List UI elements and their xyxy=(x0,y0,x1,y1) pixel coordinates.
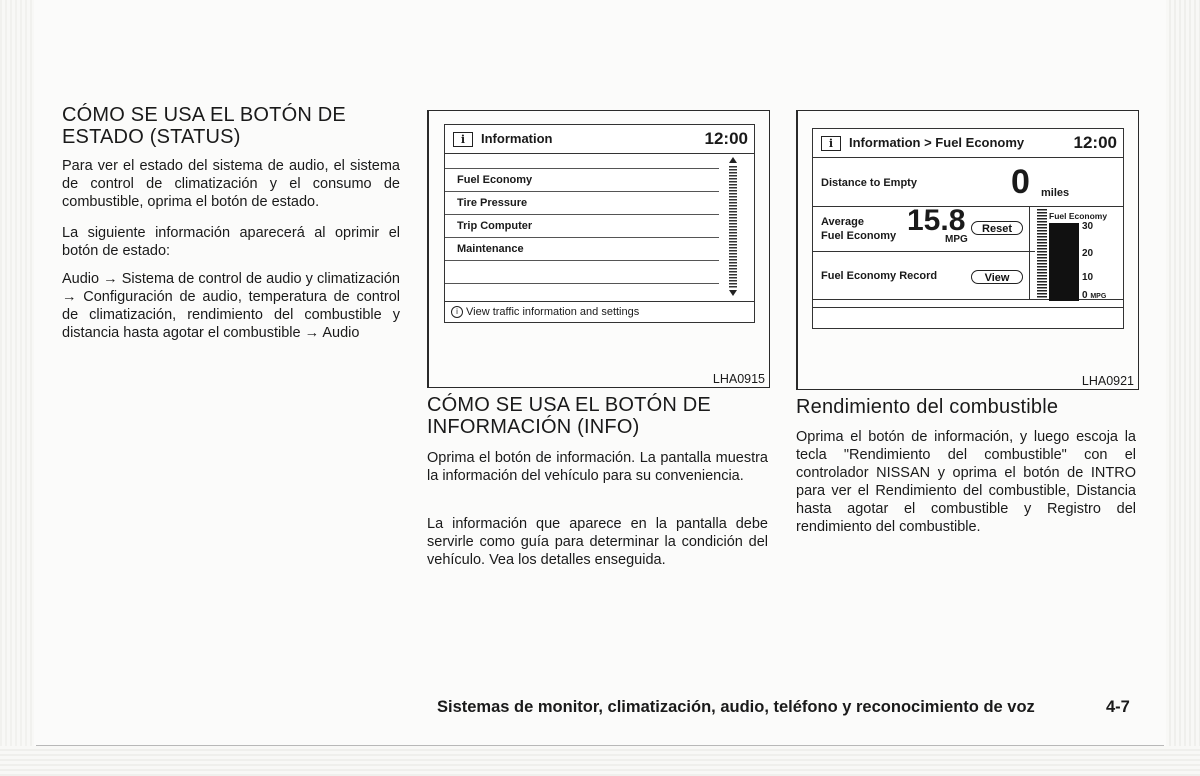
average-label xyxy=(821,215,896,243)
average-unit: MPG xyxy=(945,234,968,245)
screen-header xyxy=(813,129,1123,158)
divider xyxy=(813,251,1035,252)
gauge-scale xyxy=(1037,209,1047,299)
info-icon: i xyxy=(453,132,473,147)
average-value: 15.8 xyxy=(907,204,966,237)
status-para-2: La siguiente información aparecerá al oprimir el botón de estado: xyxy=(62,225,400,259)
fuel-screen xyxy=(812,128,1124,329)
screen-title: Information xyxy=(481,131,553,146)
menu-item-trip-computer[interactable]: Trip Computer xyxy=(445,215,719,238)
fuel-economy-graph xyxy=(1049,209,1119,301)
figure-fuel-economy xyxy=(796,110,1139,390)
screen-title: Information > Fuel Economy xyxy=(849,135,1025,150)
scrollbar[interactable] xyxy=(727,157,739,299)
figure-code: LHA0921 xyxy=(1081,374,1134,388)
scroll-track[interactable] xyxy=(729,166,737,288)
menu-item-fuel-economy[interactable]: Fuel Economy xyxy=(445,169,719,192)
status-heading-line1: CÓMO SE USA EL BOTÓN DE xyxy=(62,104,346,126)
graph-tick-30: 30 xyxy=(1082,221,1094,232)
info-heading-line2: INFORMACIÓN (INFO) xyxy=(427,416,640,438)
fuel-para-1: Oprima el botón de información, y luego escoja la tecla "Rendimiento del combustible" con el controlador NISSAN y oprima el botón de INTRO para ver el Rendimiento del combustible, Distancia hasta agotar el combustible y Registro del rendimiento del combustible. xyxy=(796,429,1136,535)
menu-item-tire-pressure[interactable]: Tire Pressure xyxy=(445,192,719,215)
fuel-heading: Rendimiento del combustible xyxy=(796,396,1059,418)
info-para-2: La información que aparece en la pantalla debe servirle como guía para determinar la condición del vehículo. Vea los detalles enseguida. xyxy=(427,516,768,568)
record-label: Fuel Economy Record xyxy=(821,270,938,282)
info-circle-icon: i xyxy=(451,306,463,318)
graph-tick-10: 10 xyxy=(1082,272,1094,283)
clock: 12:00 xyxy=(704,129,748,148)
divider xyxy=(1029,206,1030,299)
divider xyxy=(813,307,1123,308)
view-button[interactable]: View xyxy=(971,270,1023,284)
footer-title: Sistemas de monitor, climatización, audio, teléfono y reconocimiento de voz xyxy=(437,698,1035,716)
menu-item-empty-2 xyxy=(445,284,719,301)
graph-title: Fuel Economy xyxy=(1049,211,1108,221)
graph-tick-20: 20 xyxy=(1082,248,1094,259)
average-label-line1: Average xyxy=(821,216,865,228)
distance-unit: miles xyxy=(1041,187,1070,199)
reset-button[interactable]: Reset xyxy=(971,221,1023,235)
info-heading xyxy=(427,394,711,438)
menu-item-empty-1 xyxy=(445,261,719,284)
info-para-1: Oprima el botón de información. La pantalla muestra la información del vehículo para su conveniencia. xyxy=(427,450,768,484)
scroll-up-icon[interactable] xyxy=(729,157,737,163)
graph-tick-0 xyxy=(1082,290,1106,301)
page-edge-bottom xyxy=(0,746,1200,776)
distance-label: Distance to Empty xyxy=(821,177,917,189)
graph-zero-unit: MPG xyxy=(1090,293,1107,300)
page-edge-left xyxy=(0,0,34,776)
page-edge-right xyxy=(1166,0,1200,776)
scroll-down-icon[interactable] xyxy=(729,290,737,296)
info-icon: i xyxy=(821,136,841,151)
screen-footer xyxy=(445,301,754,322)
graph-tick-zero: 0 xyxy=(1082,290,1088,301)
info-heading-line1: CÓMO SE USA EL BOTÓN DE xyxy=(427,394,711,416)
menu-spacer xyxy=(445,154,719,169)
figure-info-menu xyxy=(427,110,770,388)
divider xyxy=(813,206,1123,207)
graph-bar xyxy=(1049,223,1079,301)
menu-item-maintenance[interactable]: Maintenance xyxy=(445,238,719,261)
figure-code: LHA0915 xyxy=(712,372,765,386)
bottom-rule xyxy=(36,745,1164,746)
screen-header xyxy=(445,125,754,154)
clock: 12:00 xyxy=(1073,133,1117,152)
average-label-line2: Fuel Economy xyxy=(821,230,897,242)
status-para-3: Audio → Sistema de control de audio y climatización → Configuración de audio, temperatura de control de climatización, rendimiento del combustible y distancia hasta agotar el combustible → Audio xyxy=(62,271,400,341)
footer-text: View traffic information and settings xyxy=(466,306,640,318)
distance-value: 0 xyxy=(1011,163,1030,201)
page-number: 4-7 xyxy=(1106,698,1130,716)
status-heading-line2: ESTADO (STATUS) xyxy=(62,126,241,148)
status-heading xyxy=(62,104,346,148)
status-para-1: Para ver el estado del sistema de audio, el sistema de control de climatización y el consumo de combustible, oprima el botón de estado. xyxy=(62,158,400,210)
info-screen xyxy=(444,124,755,323)
